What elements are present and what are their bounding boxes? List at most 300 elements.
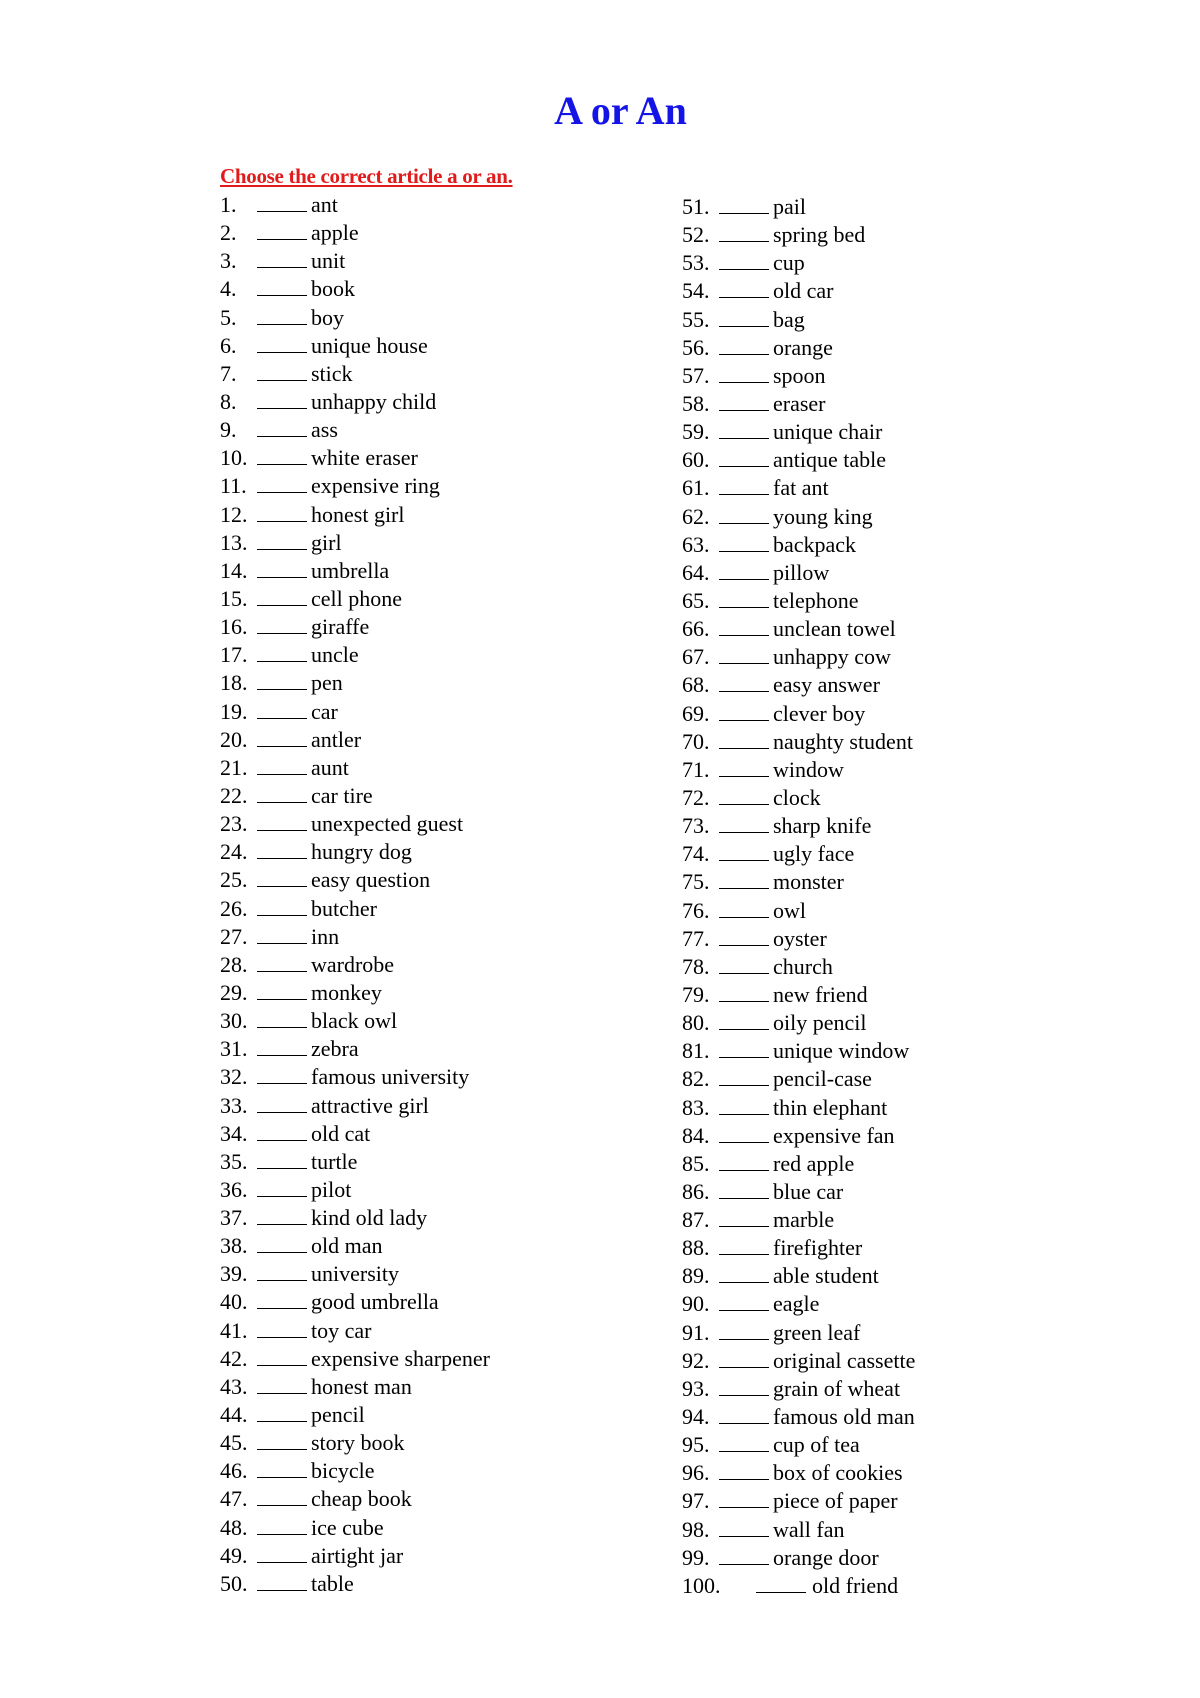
- exercise-item: [682, 221, 915, 249]
- answer-blank[interactable]: [719, 700, 769, 721]
- exercise-item: [682, 868, 915, 896]
- exercise-item: [682, 362, 915, 390]
- answer-blank[interactable]: [719, 784, 769, 805]
- item-number: 66.: [682, 616, 710, 642]
- answer-blank[interactable]: [719, 897, 769, 918]
- item-word: unique window: [773, 1038, 910, 1064]
- exercise-item: [682, 1347, 915, 1375]
- item-number: 23.: [220, 811, 248, 837]
- item-word: ant: [311, 192, 338, 217]
- item-number: 18.: [220, 670, 248, 696]
- answer-blank[interactable]: [257, 895, 307, 916]
- answer-blank[interactable]: [257, 191, 307, 212]
- answer-blank[interactable]: [257, 472, 307, 493]
- answer-blank[interactable]: [257, 866, 307, 887]
- answer-blank[interactable]: [719, 812, 769, 833]
- answer-blank[interactable]: [257, 1120, 307, 1141]
- answer-blank[interactable]: [257, 1260, 307, 1281]
- answer-blank[interactable]: [719, 503, 769, 524]
- item-number: 8.: [220, 388, 237, 414]
- item-number: 78.: [682, 953, 710, 979]
- answer-blank[interactable]: [257, 1514, 307, 1535]
- item-number: 75.: [682, 869, 710, 895]
- item-word: eraser: [773, 390, 826, 416]
- exercise-item: [682, 474, 915, 502]
- exercise-item: [682, 1403, 915, 1431]
- item-number: 100.: [682, 1572, 721, 1598]
- answer-blank[interactable]: [257, 388, 307, 409]
- item-word: kind old lady: [311, 1205, 428, 1231]
- answer-blank[interactable]: [719, 1178, 769, 1199]
- answer-blank[interactable]: [719, 1234, 769, 1255]
- item-number: 20.: [220, 726, 248, 752]
- item-word: unhappy child: [311, 388, 437, 414]
- item-word: pillow: [773, 559, 830, 585]
- exercise-item: [220, 979, 490, 1007]
- answer-blank[interactable]: [719, 1319, 769, 1340]
- item-number: 46.: [220, 1458, 248, 1484]
- item-word: cheap book: [311, 1486, 412, 1512]
- answer-blank[interactable]: [257, 332, 307, 353]
- item-number: 98.: [682, 1516, 710, 1542]
- item-number: 42.: [220, 1345, 248, 1371]
- item-number: 5.: [220, 304, 237, 330]
- exercise-item: [220, 444, 490, 472]
- answer-blank[interactable]: [257, 304, 307, 325]
- exercise-item: [682, 1516, 915, 1544]
- item-word: toy car: [311, 1317, 372, 1343]
- exercise-item: [220, 304, 490, 332]
- exercise-item: [220, 585, 490, 613]
- exercise-item: [682, 1431, 915, 1459]
- item-word: inn: [311, 923, 340, 949]
- item-word: church: [773, 953, 833, 979]
- answer-blank[interactable]: [719, 1009, 769, 1030]
- answer-blank[interactable]: [257, 979, 307, 1000]
- exercise-item: [682, 812, 915, 840]
- item-word: clock: [773, 784, 821, 810]
- answer-blank[interactable]: [257, 1063, 307, 1084]
- item-number: 62.: [682, 503, 710, 529]
- item-number: 76.: [682, 897, 710, 923]
- item-word: backpack: [773, 531, 857, 557]
- item-word: window: [773, 756, 844, 782]
- exercise-item: [220, 1288, 490, 1316]
- answer-blank[interactable]: [257, 444, 307, 465]
- answer-blank[interactable]: [719, 981, 769, 1002]
- answer-blank[interactable]: [719, 1206, 769, 1227]
- exercise-item: [220, 1063, 490, 1091]
- item-number: 85.: [682, 1150, 710, 1176]
- exercise-item: [682, 1234, 915, 1262]
- exercise-item: [682, 1319, 915, 1347]
- item-word: monster: [773, 869, 844, 895]
- item-number: 58.: [682, 390, 710, 416]
- answer-blank[interactable]: [257, 1007, 307, 1028]
- answer-blank[interactable]: [719, 1403, 769, 1424]
- answer-blank[interactable]: [257, 1345, 307, 1366]
- answer-blank[interactable]: [257, 726, 307, 747]
- item-number: 61.: [682, 475, 710, 501]
- item-number: 73.: [682, 813, 710, 839]
- item-number: 69.: [682, 700, 710, 726]
- item-word: able student: [773, 1263, 879, 1289]
- item-word: bag: [773, 306, 805, 332]
- answer-blank[interactable]: [719, 1094, 769, 1115]
- item-number: 83.: [682, 1094, 710, 1120]
- item-number: 19.: [220, 698, 248, 724]
- answer-blank[interactable]: [719, 756, 769, 777]
- item-word: expensive ring: [311, 473, 440, 499]
- exercise-item: [682, 1206, 915, 1234]
- item-word: ugly face: [773, 841, 855, 867]
- item-number: 4.: [220, 276, 237, 302]
- item-word: airtight jar: [311, 1542, 404, 1568]
- exercise-item: [220, 951, 490, 979]
- answer-blank[interactable]: [719, 1065, 769, 1086]
- item-number: 71.: [682, 756, 710, 782]
- answer-blank[interactable]: [719, 953, 769, 974]
- exercise-item: [220, 1345, 490, 1373]
- item-number: 11.: [220, 473, 247, 499]
- answer-blank[interactable]: [257, 501, 307, 522]
- item-number: 27.: [220, 923, 248, 949]
- item-number: 99.: [682, 1544, 710, 1570]
- item-number: 17.: [220, 642, 248, 668]
- item-number: 59.: [682, 419, 710, 445]
- answer-blank[interactable]: [257, 698, 307, 719]
- item-word: old man: [311, 1233, 383, 1259]
- answer-blank[interactable]: [257, 1429, 307, 1450]
- item-word: black owl: [311, 1008, 398, 1034]
- answer-blank[interactable]: [257, 247, 307, 268]
- item-number: 34.: [220, 1120, 248, 1146]
- exercise-item: [682, 1572, 915, 1600]
- answer-blank[interactable]: [257, 951, 307, 972]
- item-number: 68.: [682, 672, 710, 698]
- item-word: aunt: [311, 754, 349, 780]
- exercise-item: [220, 810, 490, 838]
- item-number: 26.: [220, 895, 248, 921]
- item-word: marble: [773, 1207, 835, 1233]
- answer-blank[interactable]: [257, 1232, 307, 1253]
- answer-blank[interactable]: [719, 868, 769, 889]
- item-number: 74.: [682, 841, 710, 867]
- answer-blank[interactable]: [257, 1176, 307, 1197]
- answer-blank[interactable]: [257, 1148, 307, 1169]
- item-word: giraffe: [311, 614, 370, 640]
- item-word: stick: [311, 360, 353, 386]
- item-number: 47.: [220, 1486, 248, 1512]
- item-word: old cat: [311, 1120, 371, 1146]
- exercise-item: [220, 1176, 490, 1204]
- item-number: 37.: [220, 1205, 248, 1231]
- answer-blank[interactable]: [719, 1544, 769, 1565]
- item-word: wall fan: [773, 1516, 845, 1542]
- item-number: 97.: [682, 1488, 710, 1514]
- item-word: umbrella: [311, 557, 390, 583]
- answer-blank[interactable]: [257, 275, 307, 296]
- exercise-item: [220, 1120, 490, 1148]
- exercise-item: [220, 472, 490, 500]
- exercise-item: [220, 1373, 490, 1401]
- answer-blank[interactable]: [719, 446, 769, 467]
- item-word: story book: [311, 1430, 405, 1456]
- item-number: 35.: [220, 1148, 248, 1174]
- item-word: naughty student: [773, 728, 913, 754]
- item-number: 29.: [220, 979, 248, 1005]
- item-number: 40.: [220, 1289, 248, 1315]
- answer-blank[interactable]: [719, 1487, 769, 1508]
- item-word: antique table: [773, 447, 887, 473]
- item-number: 31.: [220, 1036, 248, 1062]
- exercise-item: [682, 925, 915, 953]
- item-word: unhappy cow: [773, 644, 891, 670]
- exercise-item: [682, 1150, 915, 1178]
- answer-blank[interactable]: [257, 219, 307, 240]
- item-word: clever boy: [773, 700, 866, 726]
- exercise-item: [220, 698, 490, 726]
- item-word: attractive girl: [311, 1092, 429, 1118]
- item-word: young king: [773, 503, 873, 529]
- answer-blank[interactable]: [257, 1373, 307, 1394]
- answer-blank[interactable]: [756, 1572, 806, 1593]
- item-number: 12.: [220, 501, 248, 527]
- item-number: 1.: [220, 192, 237, 217]
- exercise-item: [220, 332, 490, 360]
- item-number: 6.: [220, 332, 237, 358]
- item-word: easy question: [311, 867, 431, 893]
- item-word: oily pencil: [773, 1010, 867, 1036]
- item-word: antler: [311, 726, 362, 752]
- answer-blank[interactable]: [257, 1542, 307, 1563]
- item-number: 2.: [220, 220, 237, 246]
- exercise-item: [682, 840, 915, 868]
- item-word: apple: [311, 220, 359, 246]
- answer-blank[interactable]: [257, 810, 307, 831]
- item-number: 49.: [220, 1542, 248, 1568]
- answer-blank[interactable]: [257, 557, 307, 578]
- exercise-item: [220, 247, 490, 275]
- answer-blank[interactable]: [257, 1457, 307, 1478]
- item-number: 51.: [682, 194, 710, 219]
- item-word: oyster: [773, 925, 827, 951]
- answer-blank[interactable]: [719, 1347, 769, 1368]
- item-number: 72.: [682, 784, 710, 810]
- item-word: table: [311, 1570, 354, 1596]
- item-word: thin elephant: [773, 1094, 888, 1120]
- answer-blank[interactable]: [257, 585, 307, 606]
- answer-blank[interactable]: [257, 838, 307, 859]
- answer-blank[interactable]: [719, 1290, 769, 1311]
- exercise-item: [682, 1375, 915, 1403]
- exercise-item: [682, 390, 915, 418]
- answer-blank[interactable]: [257, 529, 307, 550]
- exercise-item: [682, 1487, 915, 1515]
- answer-blank[interactable]: [719, 1375, 769, 1396]
- exercise-item: [220, 613, 490, 641]
- item-word: famous university: [311, 1064, 470, 1090]
- answer-blank[interactable]: [719, 615, 769, 636]
- exercise-item: [220, 191, 490, 219]
- item-word: cup of tea: [773, 1432, 860, 1458]
- item-number: 94.: [682, 1404, 710, 1430]
- item-number: 50.: [220, 1570, 248, 1596]
- item-number: 38.: [220, 1233, 248, 1259]
- item-number: 60.: [682, 447, 710, 473]
- answer-blank[interactable]: [719, 221, 769, 242]
- exercise-list-right: [682, 193, 915, 1600]
- answer-blank[interactable]: [257, 1035, 307, 1056]
- exercise-item: [220, 1542, 490, 1570]
- answer-blank[interactable]: [719, 1431, 769, 1452]
- item-number: 70.: [682, 728, 710, 754]
- exercise-item: [682, 784, 915, 812]
- answer-blank[interactable]: [257, 1401, 307, 1422]
- answer-blank[interactable]: [257, 641, 307, 662]
- answer-blank[interactable]: [719, 1262, 769, 1283]
- answer-blank[interactable]: [719, 306, 769, 327]
- answer-blank[interactable]: [719, 1459, 769, 1480]
- exercise-item: [682, 1262, 915, 1290]
- item-number: 43.: [220, 1373, 248, 1399]
- exercise-item: [220, 1035, 490, 1063]
- answer-blank[interactable]: [257, 754, 307, 775]
- item-number: 33.: [220, 1092, 248, 1118]
- answer-blank[interactable]: [719, 249, 769, 270]
- answer-blank[interactable]: [719, 531, 769, 552]
- item-number: 30.: [220, 1008, 248, 1034]
- answer-blank[interactable]: [719, 559, 769, 580]
- answer-blank[interactable]: [719, 277, 769, 298]
- item-word: zebra: [311, 1036, 359, 1062]
- exercise-item: [220, 895, 490, 923]
- answer-blank[interactable]: [719, 390, 769, 411]
- item-number: 44.: [220, 1402, 248, 1428]
- answer-blank[interactable]: [257, 613, 307, 634]
- item-number: 81.: [682, 1038, 710, 1064]
- exercise-item: [220, 669, 490, 697]
- exercise-item: [220, 1232, 490, 1260]
- item-number: 54.: [682, 278, 710, 304]
- item-number: 64.: [682, 559, 710, 585]
- exercise-item: [682, 277, 915, 305]
- item-word: grain of wheat: [773, 1375, 901, 1401]
- answer-blank[interactable]: [257, 1204, 307, 1225]
- answer-blank[interactable]: [257, 669, 307, 690]
- answer-blank[interactable]: [719, 728, 769, 749]
- exercise-item: [682, 249, 915, 277]
- item-number: 56.: [682, 334, 710, 360]
- answer-blank[interactable]: [257, 1485, 307, 1506]
- item-number: 21.: [220, 754, 248, 780]
- answer-blank[interactable]: [257, 1288, 307, 1309]
- exercise-item: [682, 193, 915, 221]
- item-number: 82.: [682, 1066, 710, 1092]
- item-number: 48.: [220, 1514, 248, 1540]
- exercise-item: [220, 923, 490, 951]
- item-word: famous old man: [773, 1404, 915, 1430]
- item-word: red apple: [773, 1150, 855, 1176]
- answer-blank[interactable]: [719, 643, 769, 664]
- answer-blank[interactable]: [257, 360, 307, 381]
- answer-blank[interactable]: [719, 1122, 769, 1143]
- answer-blank[interactable]: [719, 474, 769, 495]
- item-number: 53.: [682, 250, 710, 276]
- answer-blank[interactable]: [719, 1150, 769, 1171]
- exercise-item: [682, 418, 915, 446]
- exercise-item: [220, 1007, 490, 1035]
- answer-blank[interactable]: [257, 416, 307, 437]
- item-number: 55.: [682, 306, 710, 332]
- exercise-item: [682, 1544, 915, 1572]
- answer-blank[interactable]: [719, 334, 769, 355]
- answer-blank[interactable]: [719, 587, 769, 608]
- item-number: 86.: [682, 1178, 710, 1204]
- item-number: 3.: [220, 248, 237, 274]
- item-word: owl: [773, 897, 806, 923]
- item-number: 39.: [220, 1261, 248, 1287]
- answer-blank[interactable]: [257, 923, 307, 944]
- answer-blank[interactable]: [257, 1092, 307, 1113]
- exercise-item: [220, 1485, 490, 1513]
- exercise-item: [682, 503, 915, 531]
- item-word: new friend: [773, 981, 868, 1007]
- item-word: book: [311, 276, 355, 302]
- answer-blank[interactable]: [719, 1516, 769, 1537]
- item-number: 14.: [220, 557, 248, 583]
- answer-blank[interactable]: [257, 1570, 307, 1591]
- answer-blank[interactable]: [719, 925, 769, 946]
- item-word: university: [311, 1261, 399, 1287]
- item-word: pencil: [311, 1402, 365, 1428]
- exercise-item: [220, 416, 490, 444]
- exercise-item: [682, 559, 915, 587]
- item-word: honest girl: [311, 501, 405, 527]
- item-number: 10.: [220, 445, 248, 471]
- answer-blank[interactable]: [719, 840, 769, 861]
- item-word: orange: [773, 334, 833, 360]
- item-word: spring bed: [773, 222, 866, 248]
- exercise-item: [220, 1092, 490, 1120]
- answer-blank[interactable]: [719, 193, 769, 214]
- item-word: bicycle: [311, 1458, 375, 1484]
- exercise-item: [682, 643, 915, 671]
- item-number: 89.: [682, 1263, 710, 1289]
- exercise-item: [682, 1037, 915, 1065]
- item-number: 65.: [682, 587, 710, 613]
- exercise-item: [682, 1459, 915, 1487]
- answer-blank[interactable]: [257, 782, 307, 803]
- exercise-item: [682, 1065, 915, 1093]
- item-word: piece of paper: [773, 1488, 898, 1514]
- answer-blank[interactable]: [719, 671, 769, 692]
- answer-blank[interactable]: [257, 1317, 307, 1338]
- answer-blank[interactable]: [719, 362, 769, 383]
- answer-blank[interactable]: [719, 1037, 769, 1058]
- exercise-item: [682, 1178, 915, 1206]
- item-number: 88.: [682, 1235, 710, 1261]
- exercise-item: [682, 897, 915, 925]
- item-word: ass: [311, 417, 338, 443]
- item-word: old car: [773, 278, 834, 304]
- answer-blank[interactable]: [719, 418, 769, 439]
- item-number: 77.: [682, 925, 710, 951]
- item-number: 32.: [220, 1064, 248, 1090]
- item-word: ice cube: [311, 1514, 384, 1540]
- item-word: easy answer: [773, 672, 880, 698]
- exercise-item: [220, 1401, 490, 1429]
